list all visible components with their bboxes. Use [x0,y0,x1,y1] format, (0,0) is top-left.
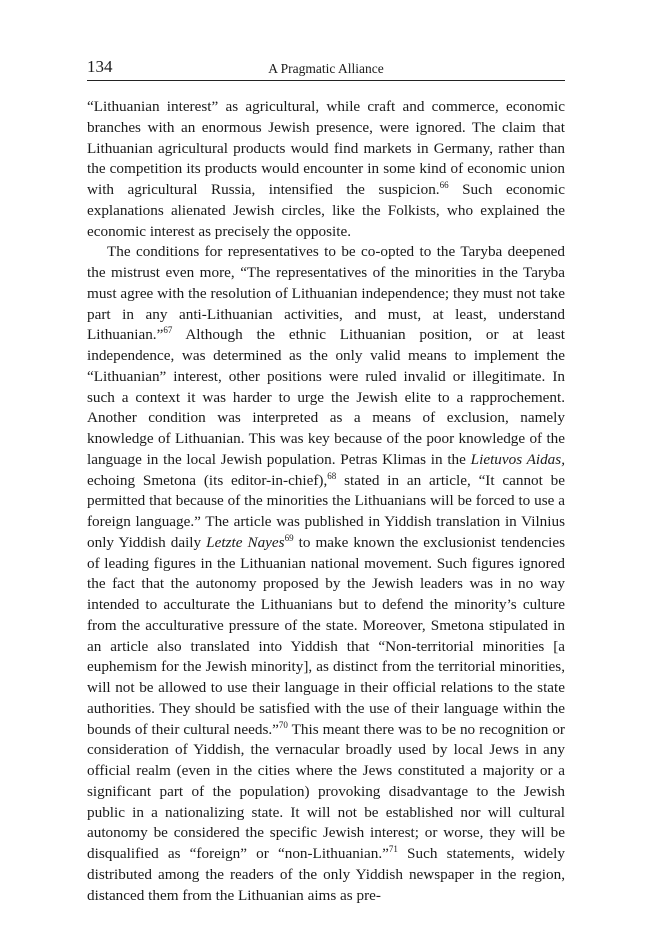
paragraph-2-text-b: Although the ethnic Lithuanian position, or at least independence, was determined as the only valid means to implement the “Lithuanian” interest, other positions were ruled invalid or illegitimate. In such a context it was harder to urge the Jewish elite to a rapprochement. Another condition was interpreted as a means of exclusion, namely knowledge of Lithuanian. This was key because of the poor knowledge of the language in the local Jewish population. Petras Klimas in the [87,326,565,468]
footnote-ref-69[interactable]: 69 [284,532,294,543]
paragraph-2-text-a: The conditions for representatives to be co-opted to the Taryba deepened the mistrust even more, “The representatives of the minorities in the Taryba must agree with the resolution of Lithuanian independence; they must not take part in any anti-Lithuanian activities, and must, at least, understand Lithuanian.” [87,243,565,344]
footnote-ref-68[interactable]: 68 [327,470,337,481]
paragraph-2 [87,242,565,906]
paragraph-2-text-g: Such statements, widely distributed among the readers of the only Yiddish newspaper in the region, distanced them from the Lithuanian aims as pre- [87,845,565,904]
paragraph-2-text-e: to make known the exclusionist tendencies of leading figures in the Lithuanian national movement. Such figures ignored the fact that the autonomy proposed by the Jewish leaders was in no way intended to acculturate the Lithuanians but to defend the minority’s culture from the acculturative pressure of the state. Moreover, Smetona stipulated in an article also translated into Yiddish that “Non-territorial minorities [a euphemism for the Jewish minority], as distinct from the territorial minorities, will not be allowed to use their language in their official relations to the state authorities. They should be satisfied with the use of their language within the bounds of their cultural needs.” [87,533,565,738]
footnote-ref-71[interactable]: 71 [388,844,398,854]
paragraph-1-text-b: Such economic explanations alienated Jewish circles, like the Folkists, who explained the economic interest as precisely the opposite. [87,181,565,240]
paragraph-2-text-c: echoing Smetona (its editor-in-chief), [87,471,328,489]
newspaper-title-lietuvos-aidas: Lietuvos Aidas, [470,450,565,468]
body-text [87,97,565,906]
paragraph-1 [87,97,565,242]
running-head: A Pragmatic Alliance [268,61,384,76]
footnote-ref-66[interactable]: 66 [439,180,449,190]
page-header [87,58,565,81]
paragraph-2-text-d: stated in an article, “It cannot be permitted that because of the minorities the Lithuanians will be forced to use a foreign language.” The article was published in Yiddish translation in Vilnius only Yiddish daily [87,471,565,551]
footnote-ref-67[interactable]: 67 [163,325,173,336]
paragraph-1-text-a: “Lithuanian interest” as agricultural, while craft and commerce, economic branches with an enormous Jewish presence, were ignored. The claim that Lithuanian agricultural products would find markets in Germany, rather than the competition its products would encounter in some kind of economic union with agricultural Russia, intensified the suspicion. [87,98,565,198]
paragraph-2-text-f: This meant there was to be no recognition or consideration of Yiddish, the vernacular broadly used by local Jews in any official realm (even in the cities where the Jews constituted a majority or a significant part of the population) provoking disadvantage to the Jewish public in a nationalizing state. It will not be established nor will cultural autonomy be considered the specific Jewish interest; or worse, they will be disqualified as “foreign” or “non-Lithuanian.” [87,720,565,862]
footnote-ref-70[interactable]: 70 [278,719,288,730]
page-number: 134 [87,57,113,76]
newspaper-title-letzte-nayes: Letzte Nayes [206,533,285,551]
